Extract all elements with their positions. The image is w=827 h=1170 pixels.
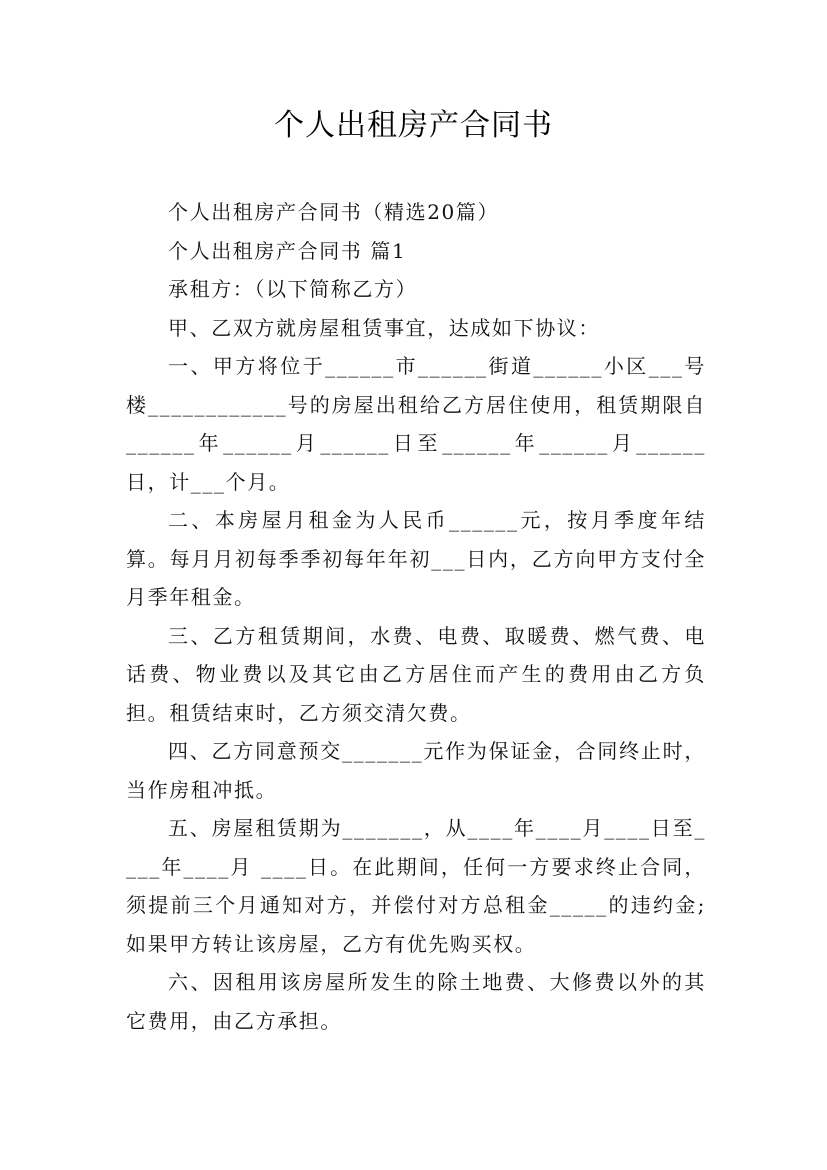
document-title: 个人出租房产合同书 <box>274 108 553 143</box>
paragraph: 五、房屋租赁期为_______，从____年____月____日至____年____月 ____日。在此期间，任何一方要求终止合同，须提前三个月通知对方，并偿付对方总租金_____的违约金;如果甲方转让该房屋，乙方有优先购买权。 <box>126 816 706 956</box>
document-body <box>126 193 706 1040</box>
paragraph: 二、本房屋月租金为人民币______元，按月季度年结算。每月月初每季季初每年年初___日内，乙方向甲方支付全月季年租金。 <box>126 508 706 609</box>
paragraph: 三、乙方租赁期间，水费、电费、取暖费、燃气费、电话费、物业费以及其它由乙方居住而产生的费用由乙方负担。租赁结束时，乙方须交清欠费。 <box>126 623 706 725</box>
paragraph: 一、甲方将位于______市______街道______小区___号楼____________号的房屋出租给乙方居住使用，租赁期限自______年______月______日至______年______月______日，计___个月。 <box>126 354 706 494</box>
paragraph: 个人出租房产合同书 篇1 <box>168 238 407 263</box>
paragraph: 个人出租房产合同书（精选20篇） <box>168 200 500 224</box>
paragraph: 甲、乙双方就房屋租赁事宜，达成如下协议： <box>168 315 600 340</box>
paragraph: 承租方：（以下简称乙方） <box>168 277 418 301</box>
paragraph: 六、因租用该房屋所发生的除土地费、大修费以外的其它费用，由乙方承担。 <box>126 970 706 1033</box>
paragraph: 四、乙方同意预交_______元作为保证金，合同终止时，当作房租冲抵。 <box>126 739 706 802</box>
